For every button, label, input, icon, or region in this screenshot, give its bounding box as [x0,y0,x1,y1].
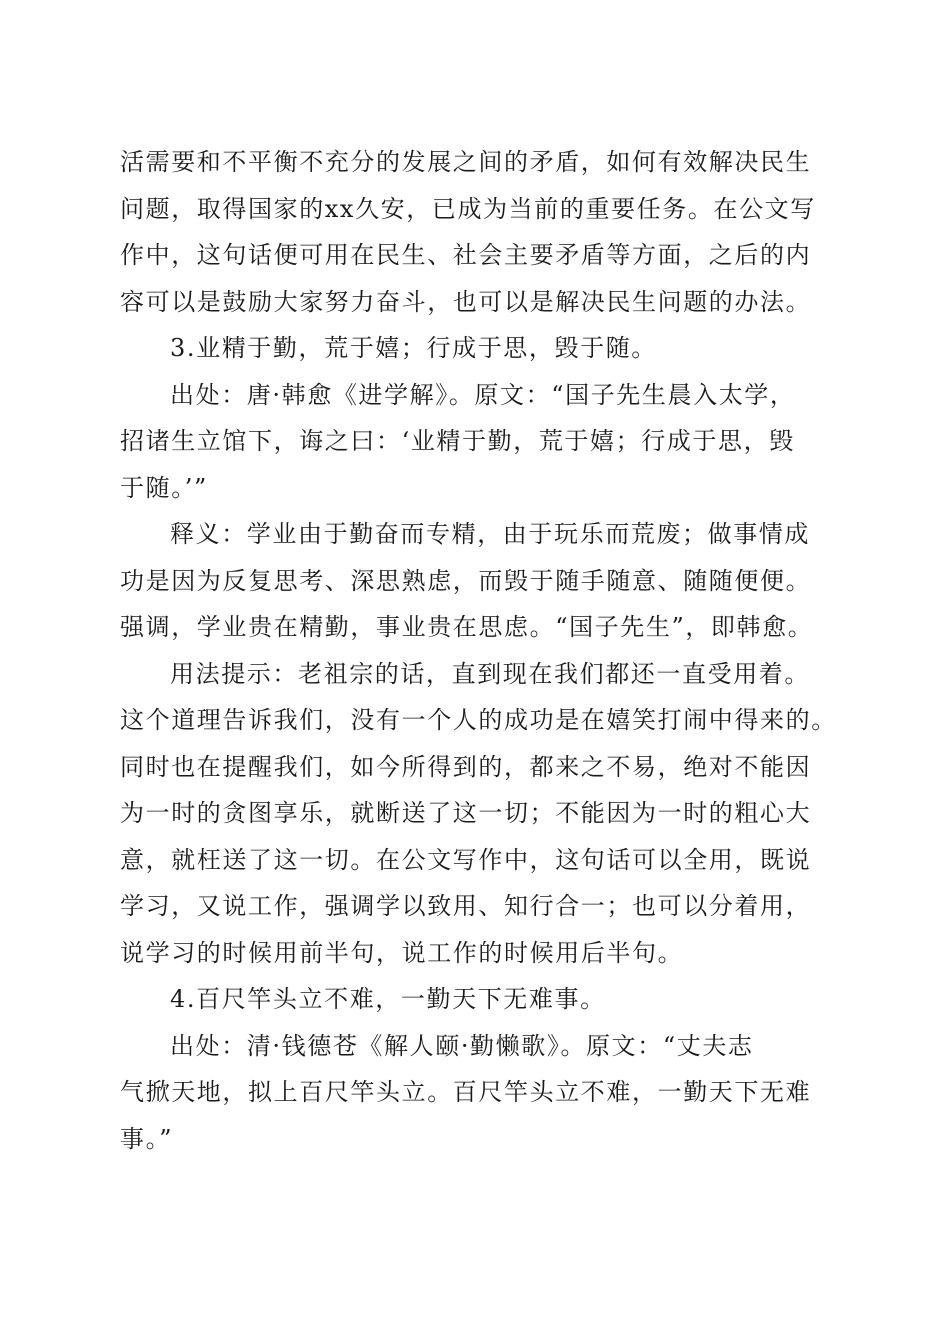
text-line: 事。” [120,1124,174,1153]
text-line: 作中，这句话便可用在民生、社会主要矛盾等方面，之后的内 [120,241,812,269]
section-heading: 4.百尺竿头立不难，一勤天下无难事。 [170,985,606,1013]
text-line: 释义：学业由于勤奋而专精，由于玩乐而荒废；做事情成 [170,520,810,548]
text-line: 学习，又说工作，强调学以致用、知行合一；也可以分着用， [120,892,812,920]
text-line: 强调，学业贵在精勤，事业贵在思虑。“国子先生”，即韩愈。 [120,613,814,641]
text-line: 容可以是鼓励大家努力奋斗，也可以是解决民生问题的办法。 [120,287,812,316]
text-line: 这个道理告诉我们，没有一个人的成功是在嬉笑打闹中得来的。 [120,706,837,734]
text-line: 招诸生立馆下，诲之曰：‘业精于勤，荒于嬉；行成于思，毁 [120,427,795,455]
section-heading: 3.业精于勤，荒于嬉；行成于思，毁于随。 [170,334,657,362]
text-line: 气掀天地，拟上百尺竿头立。百尺竿头立不难，一勤天下无难 [120,1078,812,1106]
text-line: 意，就枉送了这一切。在公文写作中，这句话可以全用，既说 [120,845,812,874]
text-line: 功是因为反复思考、深思熟虑，而毁于随手随意、随随便便。 [120,566,812,595]
text-line: 出处：唐·韩愈《进学解》。原文：“国子先生晨入太学， [170,380,796,409]
text-line: 用法提示：老祖宗的话，直到现在我们都还一直受用着。 [170,659,810,688]
text-line: 同时也在提醒我们，如今所得到的，都来之不易，绝对不能因 [120,752,812,781]
text-line: 于随。’” [120,473,208,502]
text-line: 问题，取得国家的xx久安，已成为当前的重要任务。在公文写 [120,194,816,223]
text-line: 说学习的时候用前半句，说工作的时候用后半句。 [120,938,684,967]
document-body [120,139,837,1162]
text-line: 活需要和不平衡不充分的发展之间的矛盾，如何有效解决民生 [120,148,812,176]
text-line: 为一时的贪图享乐，就断送了这一切；不能因为一时的粗心大 [120,799,812,827]
text-line: 出处：清·钱德苍《解人颐·勤懒歌》。原文：“丈夫志 [170,1031,754,1060]
